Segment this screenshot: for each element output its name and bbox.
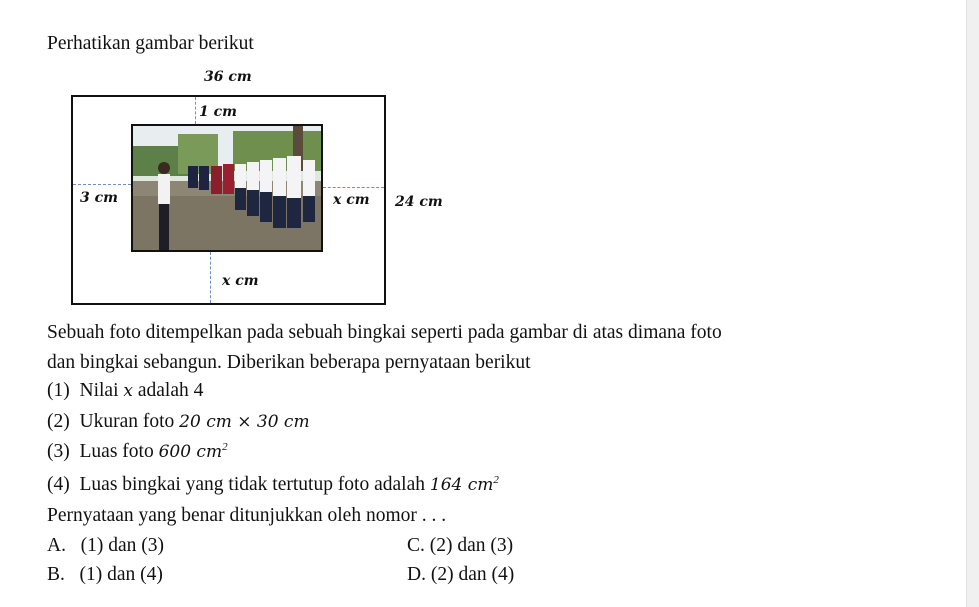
- label-inner-bottom: x cm: [222, 273, 259, 289]
- statement-1: [47, 381, 203, 401]
- statement-3: [47, 442, 228, 462]
- label-height: 24 cm: [395, 194, 443, 210]
- option-text: (2) dan (4): [430, 564, 515, 585]
- label-width: 36 cm: [204, 69, 252, 85]
- statement-superscript: 2: [222, 441, 228, 453]
- statement-math: 20 cm × 30 cm: [179, 412, 310, 432]
- dashed-guide-left: [73, 184, 131, 185]
- intro-text: Perhatikan gambar berikut: [47, 33, 254, 54]
- question-text: Pernyataan yang benar ditunjukkan oleh nomor . . .: [47, 505, 447, 526]
- option-letter: A.: [47, 535, 66, 556]
- option-letter: B.: [47, 564, 65, 585]
- option-text: (1) dan (4): [79, 564, 163, 585]
- statement-number: (1): [47, 380, 70, 401]
- statement-math: x: [123, 381, 133, 401]
- dashed-guide-bottom: [210, 252, 211, 303]
- problem-paragraph-line-2: dan bingkai sebangun. Diberikan beberapa pernyataan berikut: [47, 352, 531, 373]
- label-inner-right: x cm: [333, 192, 370, 208]
- statement-text-after: adalah 4: [137, 380, 204, 401]
- statement-text: Luas bingkai yang tidak tertutup foto adalah: [79, 474, 425, 495]
- option-b[interactable]: [47, 565, 163, 585]
- option-letter: C.: [407, 535, 425, 556]
- label-inner-top: 1 cm: [199, 104, 237, 120]
- dashed-guide-right: [323, 187, 384, 188]
- option-d[interactable]: [407, 565, 514, 585]
- label-inner-left: 3 cm: [80, 190, 118, 206]
- statement-number: (4): [47, 474, 70, 495]
- statement-number: (2): [47, 411, 70, 432]
- problem-paragraph-line-1: Sebuah foto ditempelkan pada sebuah bingkai seperti pada gambar di atas dimana foto: [47, 322, 722, 343]
- option-text: (2) dan (3): [429, 535, 514, 556]
- option-text: (1) dan (3): [80, 535, 164, 556]
- option-c[interactable]: [407, 536, 513, 556]
- statement-text: Nilai: [79, 380, 119, 401]
- statement-text: Luas foto: [79, 441, 154, 462]
- statement-math: 600 cm: [158, 442, 223, 462]
- statement-superscript: 2: [493, 474, 499, 486]
- student-group-photo: [131, 124, 323, 252]
- option-letter: D.: [407, 564, 426, 585]
- statement-math: 164 cm: [429, 475, 494, 495]
- dashed-guide-top: [195, 97, 196, 124]
- statement-4: [47, 475, 499, 495]
- statement-number: (3): [47, 441, 70, 462]
- scrollbar[interactable]: [966, 0, 979, 607]
- statement-text: Ukuran foto: [79, 411, 175, 432]
- statement-2: [47, 412, 310, 432]
- option-a[interactable]: [47, 536, 164, 556]
